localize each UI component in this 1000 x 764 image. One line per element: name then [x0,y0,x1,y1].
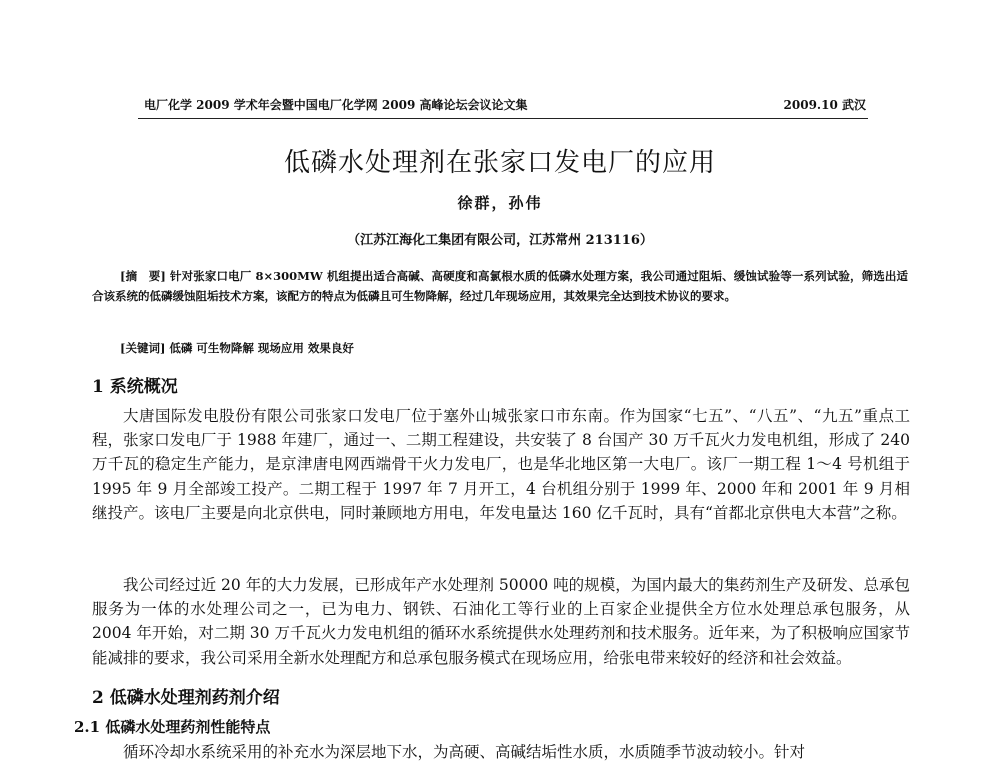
keywords-label: [关键词] [120,341,166,355]
subsection-heading-2-1: 2.1 低磷水处理药剂性能特点 [74,718,271,736]
keywords [120,340,354,356]
section-2-1-paragraph-1: 循环冷却水系统采用的补充水为深层地下水，为高硬、高碱结垢性水质，水质随季节波动较小。针对 [123,743,806,761]
section-1-paragraph-1: 大唐国际发电股份有限公司张家口发电厂位于塞外山城张家口市东南。作为国家“七五”、“八五”、“九五”重点工程，张家口发电厂于 1988 年建厂，通过一、二期工程建设，共安装了 8 台国产 30 万千瓦火力发电机组，形成了 240 万千瓦的稳定生产能力，是京津唐电网西端骨干火力发电厂，也是华北地区第一大电厂。该厂一期工程 1～4 号机组于 1995 年 9 月全部竣工投产。二期工程于 1997 年 7 月开工，4 台机组分别于 1999 年、2000 年和 2001 年 9 月相继投产。该电厂主要是向北京供电，同时兼顾地方用电，年发电量达 160 亿千瓦时，具有“首都北京供电大本营”之称。 [92,407,910,522]
section-heading-2: 2 低磷水处理剂药剂介绍 [92,688,280,708]
section-1-paragraph-2: 我公司经过近 20 年的大力发展，已形成年产水处理剂 50000 吨的规模，为国内最大的集药剂生产及研发、总承包服务为一体的水处理公司之一，已为电力、钢铁、石油化工等行业的上百家企业提供全方位水处理总承包服务，从 2004 年开始，对二期 30 万千瓦火力发电机组的循环水系统提供水处理药剂和技术服务。近年来，为了积极响应国家节能减排的要求，我公司采用全新水处理配方和总承包服务模式在现场应用，给张电带来较好的经济和社会效益。 [92,576,910,667]
paper-authors: 徐群，孙伟 [457,194,543,212]
section-heading-1: 1 系统概况 [92,377,178,397]
header-rule [138,118,868,119]
abstract-text: 针对张家口电厂 8×300MW 机组提出适合高碱、高硬度和高氯根水质的低磷水处理方案，我公司通过阻垢、缓蚀试验等一系列试验，筛选出适合该系统的低磷缓蚀阻垢技术方案，该配方的特点为低磷且可生物降解，经过几年现场应用，其效果完全达到技术协议的要求。 [92,269,908,303]
abstract-label: [摘 要] [120,269,166,283]
abstract [92,266,908,306]
paper-affiliation: （江苏江海化工集团有限公司，江苏常州 213116） [347,233,653,248]
running-header-date-location: 2009.10 武汉 [783,98,866,112]
running-header-proceedings: 电厂化学 2009 学术年会暨中国电厂化学网 2009 高峰论坛会议论文集 [144,98,528,112]
keywords-text: 低磷 可生物降解 现场应用 效果良好 [169,341,354,355]
paper-title: 低磷水处理剂在张家口发电厂的应用 [283,148,716,178]
